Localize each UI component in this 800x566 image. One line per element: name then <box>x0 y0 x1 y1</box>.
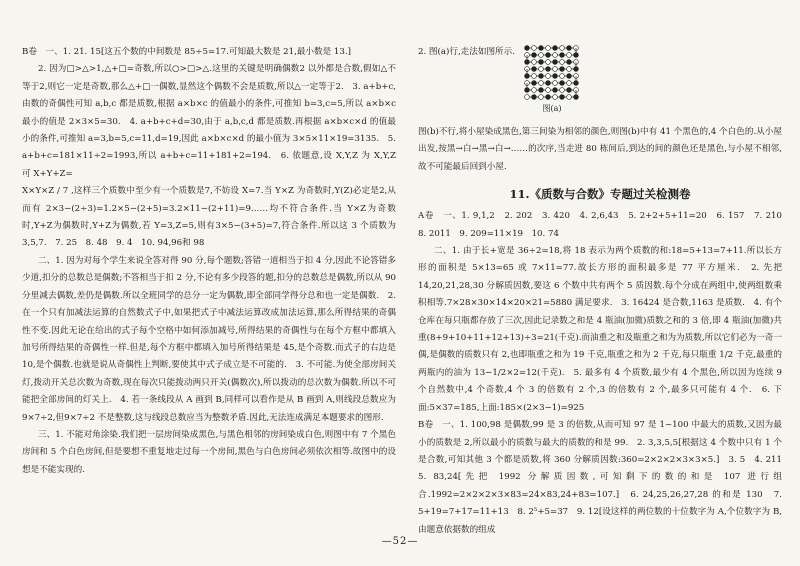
grid-figure <box>523 44 581 114</box>
grid-dot <box>539 53 544 58</box>
grid-dot <box>567 53 572 58</box>
grid-dot <box>567 95 572 100</box>
grid-dot <box>553 95 558 100</box>
grid-dot <box>553 81 558 86</box>
grid-dot <box>532 67 537 72</box>
grid-dot <box>560 67 565 72</box>
grid-dot <box>539 95 544 100</box>
grid-dot <box>560 81 565 86</box>
answer-b2-section-1: B卷 一、1. 100,98 是偶数,99 是 3 的倍数,从而可知 97 是 1~100 中最大的质数,又因为最小的质数是 2,所以最小的质数与最大的质数的和是 99. 2. 3,3,5,5[根据这 4 个数中只有 1 个是合数,可知其他 3 个都是质数,将 360 分解质因数:360=2×2×2×3×3×5.] 3. 5 4. 211 5. 83,24[先把 1992 分解质因数,可知剩下的数的和是 107 进行组合.1992=2×2×2×3×83=24×83,24+83=107.] 6. 24,25,26,27,28 的和是 130 7. 5+19=7+17=11+13 8. 2⁵+5=37 9. 12[设这样的两位数的十位数字为 A,个位数字为 B,由题意依据数的组成 <box>418 420 791 535</box>
grid-dot <box>553 67 558 72</box>
grid-dot <box>539 74 544 79</box>
grid-dot <box>553 53 558 58</box>
grid-dot <box>532 81 537 86</box>
grid-dot <box>532 53 537 58</box>
grid-dot <box>553 60 558 65</box>
grid-dot <box>539 81 544 86</box>
right-column <box>418 44 791 539</box>
grid-dot <box>553 46 558 51</box>
grid-dot <box>546 67 551 72</box>
grid-dot <box>567 81 572 86</box>
grid-dot <box>560 95 565 100</box>
left-column <box>22 44 396 479</box>
grid-dot <box>525 95 530 100</box>
answer-b-section-1: B卷 一、1. 21. 15[这五个数的中间数是 85÷5=17.可知最大数是 21,最小数是 13.] <box>22 47 351 57</box>
figure-block <box>418 44 782 124</box>
grid-dot <box>546 81 551 86</box>
page-number: —52— <box>381 536 419 547</box>
grid-dot <box>560 46 565 51</box>
grid-dot <box>560 53 565 58</box>
grid-dot <box>539 67 544 72</box>
grid-dot <box>525 46 530 51</box>
grid-dot <box>539 88 544 93</box>
answer-b-section-2: 二、1. 因为对每个学生来说全答对得 90 分,每个题数;答错一道相当于扣 4 分,因此不论答错多少道,扣分的总数总是偶数;不答相当于扣 2 分,不论有多少段答的题,扣分的总数总是偶数,所以从 90 分里减去偶数,差仍是偶数.所以全班同学的总分一定为偶数,即全部同学得分总和也一定是偶数. 2. 在一个只有加减法运算的自然数式子中,如果把式子中减法运算改成加法运算,那么所得结果的奇偶性不变.因此无论在给出的式子每个空格中如何添加减号,所得结果的奇偶性与在每个方框中都填入加号所得结果的奇偶性一样.但是,每个方框中都填入加号所得结果是 45,是个奇数.而式子的右边是 10,是个偶数.也就是说从奇偶性上判断,要使其中式子成立是不可能的. 3. 不可能.为使全部房间关灯,拨动开关总次数为奇数,现在每次只能拨动两只开关(偶数次),所以拨动的总次数为偶数.所以不可能把全部房间的灯关上. 4. 若一条线段从 A 画到 B,同样可以看作是从 B 画到 A,则线段总数应为 9×7÷2,但9×7÷2 不是整数,这与线段总数应当为整数矛盾.因此,无法连成满足本题要求的图形. <box>22 255 396 423</box>
grid-dot <box>560 74 565 79</box>
grid-dot <box>567 88 572 93</box>
figure-intro-text: 2. 图(a)行,走法如图所示. <box>418 47 515 57</box>
grid-dot <box>567 67 572 72</box>
grid-dot <box>532 95 537 100</box>
figure-caption: 图(a) <box>542 104 562 113</box>
grid-dot <box>553 88 558 93</box>
grid-dot <box>546 60 551 65</box>
grid-dot <box>539 60 544 65</box>
grid-dot <box>546 88 551 93</box>
grid-dot <box>560 88 565 93</box>
grid-dot <box>546 74 551 79</box>
grid-dot <box>539 46 544 51</box>
figure-b-explanation: 图(b)不行,将小屋染成黑色,第三间染为相邻的颜色,则图(b)中有 41 个黑色的,4 个白色的.从小屋出发,按黑→白→黑→白→……的次序,当走进 80 栋间后,到达的间的颜色还是黑色,与小屋不相邻,故不可能最后回到小屋. <box>418 127 782 172</box>
grid-dot <box>532 74 537 79</box>
grid-dot <box>546 95 551 100</box>
grid-dot <box>532 46 537 51</box>
grid-dot <box>567 46 572 51</box>
answer-a-section-2: 二、1. 由于长+宽是 36÷2=18,将 18 表示为两个质数的和:18=5+13=7+11.所以长方形的面积是 5×13=65 或 7×11=77.故长方形的面积最多是 77 平方厘米. 2. 先把 14,20,21,28,30 分解质因数,要这 6 个数中共有两个 5 质因数.每个分成在两组中,使两组数乘积相等.7×28×30×14×20×21=5880 满足要求. 3. 16424 是合数,1163 是质数. 4. 有个仓库在每只瓶都存放了三次,因此记录数之和是 4 瓶油(加微)质数之和的 3 倍,即 4 瓶油(加微)共重(8+9+10+11+12+13)÷3=21(千克).而油重之和及瓶重之和为为质数,所以它们必为一奇一偶,是偶数的质数只有 2,也即瓶重之和为 19 千克,瓶重之和为 2 千克,每只瓶重 1/2 千克,最重的两瓶内的油为 13−1/2×2=12(千克). 5. 最多有 4 个质数,最少有 4 个黑色,所以因为连续 9 个自然数中,4 个奇数,4 个 3 的倍数有 2 个,3 的倍数有 2 个,最多只可能有 4 个. 6. 下面:5×37=185,上面:185×(2×3−1)=925 <box>418 246 782 413</box>
answer-a-section-1: A卷 一、1. 9,1,2 2. 202 3. 420 4. 2,6,43 5. 2+2+5+11=20 6. 157 7. 210 8. 2011 9. 209=11×19 10. 74 <box>418 211 791 239</box>
grid-dot <box>567 74 572 79</box>
answer-b-section-3: 三、1. 不能对角涂染.我们把一层房间染成黑色,与黑色相邻的房间染成白色,则图中有 7 个黑色房间和 5 个白色房间,但是要想不重复地走过每一个房间,黑色与白色房间必须依次相等.故图中的设想是不能实现的. <box>22 429 396 475</box>
grid-dot <box>546 46 551 51</box>
grid-dot <box>560 60 565 65</box>
answer-b-items-2-6: 2. 因为□>△>1,△+□=奇数,所以○>□>△.这里的关键是明确偶数2 以外都是合数,假如△不等于2,则它一定是奇数,那么△+□一偶数,显然这个偶数不会是质数,所以△一定等于2. 3. a+b+c,由数的奇偶性可知 a,b,c 都是质数,根据 a×b×c 的值最小的条件,可推知 b=3,c=5,所以 a×b×c 最小的值是 2×3×5=30. 4. a+b+c+d=30,由于 a,b,c,d 都是质数.再根据 a×b×c×d 的值最小的条件,可推知 a=3,b=5,c=11,d=19,因此 a×b×c×d 的最小值为 3×5×11×19=3135. 5. a+b+c=181×11÷2=1993,所以 a+b+c=11+181+2=194. 6. 依题意,设 X,Y,Z 为 X,Y,Z 可 X+Y+Z= <box>22 64 396 179</box>
grid-dot <box>532 60 537 65</box>
dot-grid-image <box>523 44 581 102</box>
answer-b-items-6-10: X×Y×Z / 7 ,这样三个质数中至少有一个质数是7,不妨设 X=7.当 Y×Z 为奇数时,Y(Z)必定是2,从而有 2×3−(2÷3)=1.2×5−(2+5)=3.2×11−(2+11)=9……均不符合条件.当 Y×Z为奇数时,Y+Z为偶数时,Y+Z为偶数,若 Y=3,Z=5,则有3×5−(3+5)=7,符合条件.所以这 3 个质数为 3,5,7. 7. 25 8. 48 9. 4 10. 94,96和 98 <box>22 186 396 249</box>
grid-dot <box>567 60 572 65</box>
section-heading: 11.《质数与合数》专题过关检测卷 <box>509 187 691 202</box>
grid-dot <box>532 88 537 93</box>
grid-dot <box>546 53 551 58</box>
grid-dot <box>553 74 558 79</box>
